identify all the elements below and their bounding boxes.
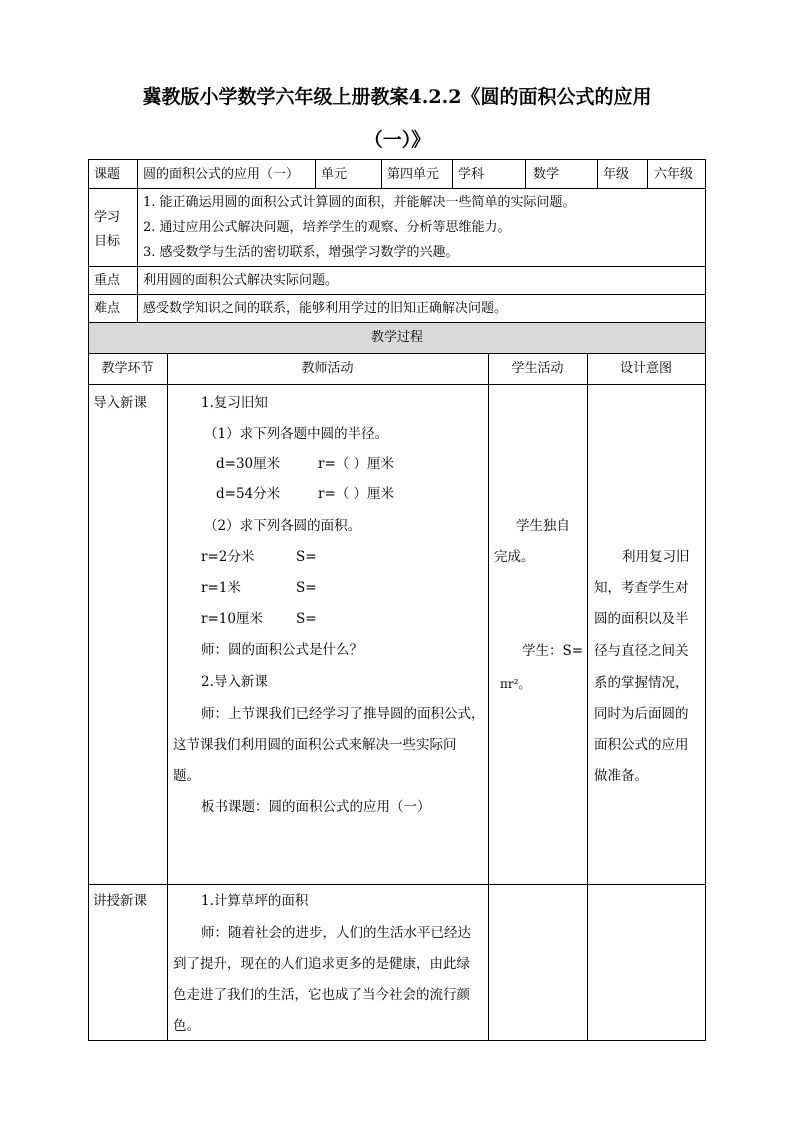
stage-label: 讲授新课 <box>93 893 147 909</box>
table-border <box>137 159 138 322</box>
unit-value: 第四单元 <box>387 167 440 182</box>
teacher-activity-line: 1.复习旧知 <box>201 395 268 411</box>
goals-label: 目标 <box>94 234 121 249</box>
teacher-activity-line: （2）求下列各圆的面积。 <box>204 518 362 534</box>
subject-value: 数学 <box>533 167 560 182</box>
topic-label: 课题 <box>94 167 121 182</box>
table-border <box>88 159 89 1041</box>
unit-label: 单元 <box>321 167 348 182</box>
column-header: 教学环节 <box>101 361 154 376</box>
table-border <box>587 353 588 1041</box>
table-border <box>452 159 453 188</box>
difficulty-value: 感受数学知识之间的联系，能够利用学过的旧知正确解决问题。 <box>143 301 508 316</box>
student-activity-line: πr²。 <box>500 677 531 691</box>
design-intent-line: 面积公式的应用 <box>594 737 689 753</box>
table-border <box>525 159 526 188</box>
teacher-activity-line: 题。 <box>173 768 200 784</box>
teacher-activity-line: S= <box>296 549 317 565</box>
topic-value: 圆的面积公式的应用（一） <box>143 167 300 182</box>
column-header: 教师活动 <box>301 361 354 376</box>
teacher-activity-line: 到了提升，现在的人们追求更多的是健康，由此绿 <box>173 956 470 972</box>
document-title: 冀教版小学数学六年级上册教案4.2.2《圆的面积公式的应用 <box>142 86 652 108</box>
grade-value: 六年级 <box>654 167 694 182</box>
table-border <box>88 294 706 295</box>
design-intent-line: 做准备。 <box>594 768 648 784</box>
process-header: 教学过程 <box>370 330 423 345</box>
teacher-activity-line: S= <box>296 611 317 627</box>
table-border <box>315 159 316 188</box>
goal-item: 2. 通过应用公式解决问题，培养学生的观察、分析等思维能力。 <box>143 220 511 235</box>
teacher-activity-line: r=（ ）厘米 <box>318 486 395 502</box>
design-intent-line: 圆的面积以及半 <box>594 611 689 627</box>
key-point-label: 重点 <box>94 273 121 288</box>
table-border <box>88 322 706 323</box>
stage-label: 导入新课 <box>93 395 147 411</box>
teacher-activity-line: r=（ ）厘米 <box>318 456 395 472</box>
difficulty-label: 难点 <box>94 301 121 316</box>
grade-label: 年级 <box>603 167 630 182</box>
column-header: 设计意图 <box>619 361 672 376</box>
teacher-activity-line: 师：上节课我们已经学习了推导圆的面积公式， <box>201 706 485 722</box>
teacher-activity-line: d=30厘米 <box>216 456 281 472</box>
teacher-activity-line: 色走进了我们的生活，它也成了当今社会的流行颜 <box>173 987 470 1003</box>
student-activity-line: 完成。 <box>494 549 535 565</box>
teacher-activity-line: 1.计算草坪的面积 <box>201 893 309 909</box>
table-border <box>88 1040 706 1041</box>
table-border <box>88 384 706 385</box>
teacher-activity-line: 这节课我们利用圆的面积公式来解决一些实际问 <box>173 737 457 753</box>
design-intent-line: 径与直径之间关 <box>594 643 689 659</box>
design-intent-line: 利用复习旧 <box>622 549 690 565</box>
table-border <box>167 353 168 1041</box>
teacher-activity-line: r=2分米 <box>201 549 255 565</box>
design-intent-line: 同时为后面圆的 <box>594 706 689 722</box>
key-point-value: 利用圆的面积公式解决实际问题。 <box>143 273 339 288</box>
teacher-activity-line: 板书课题：圆的面积公式的应用（一） <box>201 799 431 815</box>
student-activity-line: 学生独自 <box>516 518 570 534</box>
goal-item: 3. 感受数学与生活的密切联系，增强学习数学的兴趣。 <box>143 245 459 260</box>
teacher-activity-line: S= <box>296 580 317 596</box>
table-border <box>88 188 706 189</box>
teacher-activity-line: 2.导入新课 <box>201 674 268 690</box>
goal-item: 1. 能正确运用圆的面积公式计算圆的面积，并能解决一些简单的实际问题。 <box>143 195 576 210</box>
subject-label: 学科 <box>458 167 485 182</box>
teacher-activity-line: 师：圆的面积公式是什么？ <box>201 642 363 658</box>
table-border <box>88 266 706 267</box>
teacher-activity-line: 师：随着社会的进步，人们的生活水平已经达 <box>201 925 471 941</box>
table-border <box>488 353 489 1041</box>
column-header: 学生活动 <box>511 361 564 376</box>
design-intent-line: 系的掌握情况， <box>594 675 689 691</box>
table-border <box>381 159 382 188</box>
document-title-continued: （一）》 <box>363 129 431 151</box>
teacher-activity-line: d=54分米 <box>216 486 281 502</box>
table-border <box>705 159 706 1041</box>
student-activity-line: 学生：S= <box>522 643 584 659</box>
table-border <box>647 159 648 188</box>
table-border <box>597 159 598 188</box>
table-border <box>88 159 706 160</box>
table-border <box>88 353 706 354</box>
teacher-activity-line: （1）求下列各题中圆的半径。 <box>204 426 389 442</box>
teacher-activity-line: 色。 <box>173 1018 200 1034</box>
design-intent-line: 知，考查学生对 <box>594 580 689 596</box>
teacher-activity-line: r=1米 <box>201 580 241 596</box>
teacher-activity-line: r=10厘米 <box>201 611 263 627</box>
table-border <box>88 884 706 885</box>
goals-label: 学习 <box>94 210 121 225</box>
